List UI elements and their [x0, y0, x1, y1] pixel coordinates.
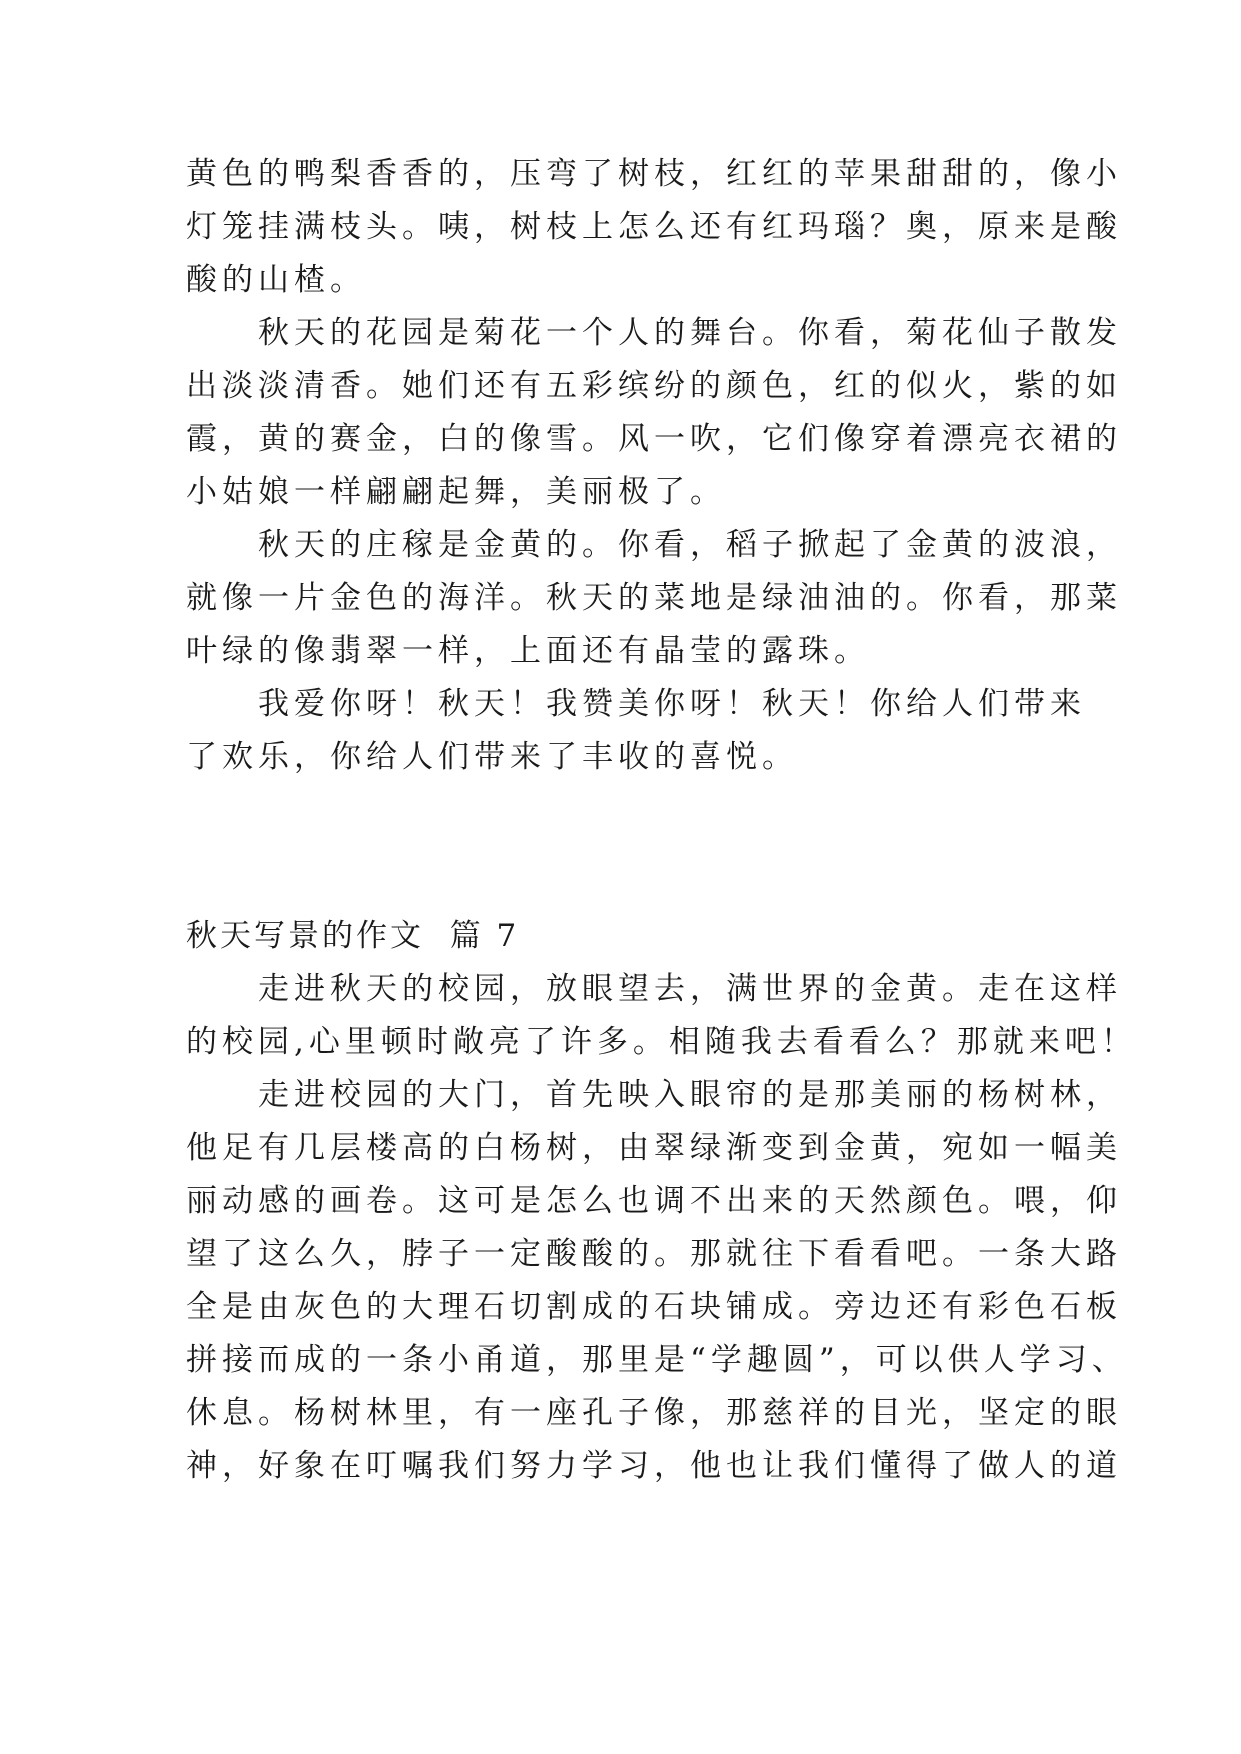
text-line: 神，好象在叮嘱我们努力学习，他也让我们懂得了做人的道 [186, 1448, 1122, 1484]
text-block-top [186, 148, 1122, 784]
paragraph-start-line: 秋天的庄稼是金黄的。你看，稻子掀起了金黄的波浪， [258, 527, 1122, 563]
text-line: 出淡淡清香。她们还有五彩缤纷的颜色，红的似火，紫的如 [186, 368, 1122, 404]
paragraph-start-line: 走进秋天的校园，放眼望去，满世界的金黄。走在这样 [258, 971, 1122, 1007]
text-line: 霞，黄的赛金，白的像雪。风一吹，它们像穿着漂亮衣裙的 [186, 421, 1122, 457]
section-heading: 秋天写景的作文 篇 7 [186, 918, 520, 954]
paragraph-start-line: 走进校园的大门，首先映入眼帘的是那美丽的杨树林， [258, 1077, 1122, 1113]
section-heading-block [186, 910, 1066, 963]
text-line: 灯笼挂满枝头。咦，树枝上怎么还有红玛瑙？奥，原来是酸 [186, 209, 1122, 245]
text-line: 酸的山楂。 [186, 262, 366, 298]
text-line: 拼接而成的一条小甬道，那里是“学趣圆”，可以供人学习、 [186, 1342, 1128, 1378]
text-line: 他足有几层楼高的白杨树，由翠绿渐变到金黄，宛如一幅美 [186, 1130, 1122, 1166]
text-line: 丽动感的画卷。这可是怎么也调不出来的天然颜色。喂，仰 [186, 1183, 1122, 1219]
paragraph-start-line: 我爱你呀！秋天！我赞美你呀！秋天！你给人们带来 [258, 686, 1086, 722]
paragraph-start-line: 秋天的花园是菊花一个人的舞台。你看，菊花仙子散发 [258, 315, 1122, 351]
text-line: 就像一片金色的海洋。秋天的菜地是绿油油的。你看，那菜 [186, 580, 1122, 616]
text-block-bottom [186, 963, 1137, 1493]
text-line: 的校园,心里顿时敞亮了许多。相随我去看看么？那就来吧！ [186, 1024, 1137, 1060]
text-line: 叶绿的像翡翠一样，上面还有晶莹的露珠。 [186, 633, 870, 669]
text-line: 休息。杨树林里，有一座孔子像，那慈祥的目光，坚定的眼 [186, 1395, 1122, 1431]
text-line: 望了这么久，脖子一定酸酸的。那就往下看看吧。一条大路 [186, 1236, 1122, 1272]
text-line: 小姑娘一样翩翩起舞，美丽极了。 [186, 474, 726, 510]
text-line: 全是由灰色的大理石切割成的石块铺成。旁边还有彩色石板 [186, 1289, 1122, 1325]
text-line: 黄色的鸭梨香香的，压弯了树枝，红红的苹果甜甜的，像小 [186, 156, 1122, 192]
text-line: 了欢乐，你给人们带来了丰收的喜悦。 [186, 739, 798, 775]
